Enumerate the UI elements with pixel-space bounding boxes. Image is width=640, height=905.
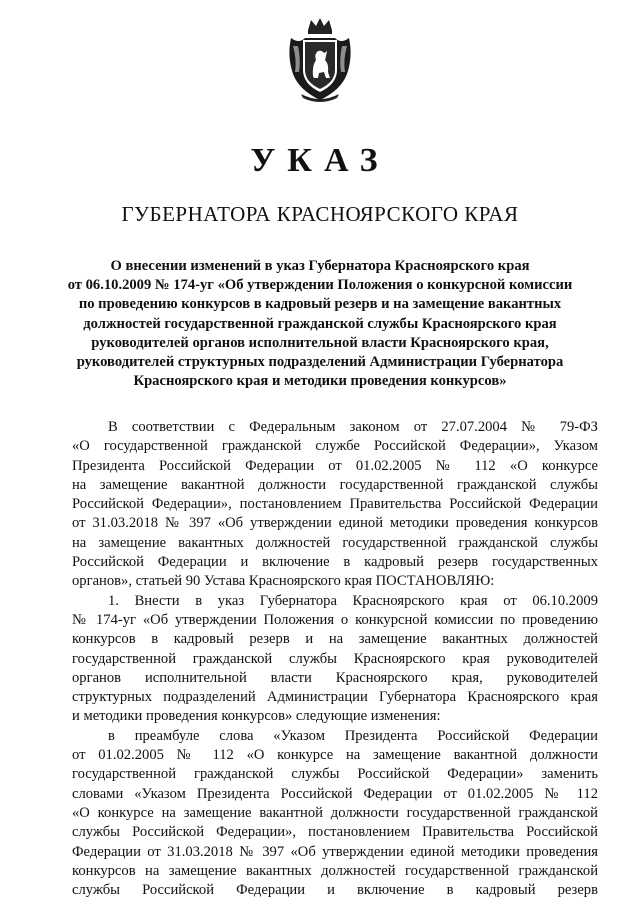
body-line: государственной гражданской службы Российской Федерации» заменить: [72, 766, 598, 783]
body-line: конкурсов в кадровый резерв и на замещение вакантных должностей: [72, 631, 598, 648]
body-line: Российской Федерации», постановлением Правительства Российской Федерации: [72, 496, 598, 513]
body-line: службы Российской Федерации и включение в кадровый резерв: [72, 882, 598, 899]
body-line: В соответствии с Федеральным законом от 27.07.2004 № 79-ФЗ: [108, 419, 598, 435]
body-line: «О государственной гражданской службе Российской Федерации», Указом: [72, 438, 598, 455]
body-line: Президента Российской Федерации от 01.02.2005 № 112 «О конкурсе: [72, 457, 598, 474]
body-line: конкурсов на замещение вакантных должностей государственной гражданской: [72, 862, 598, 879]
body-line: «О конкурсе на замещение вакантной должности государственной гражданской: [72, 804, 598, 821]
document-issuer: ГУБЕРНАТОРА КРАСНОЯРСКОГО КРАЯ: [121, 202, 519, 226]
body-line: 1. Внести в указ Губернатора Красноярского края от 06.10.2009: [108, 592, 598, 609]
body-line: от 31.03.2018 № 397 «Об утверждении единой методики проведения конкурсов: [72, 515, 598, 532]
body-line: в преамбуле слова «Указом Президента Российской Федерации: [108, 727, 598, 744]
coat-of-arms-emblem: [283, 16, 357, 104]
body-line: органов», статьей 90 Устава Красноярского края ПОСТАНОВЛЯЮ:: [72, 573, 495, 590]
body-line: органов исполнительной власти Красноярского края, руководителей: [72, 669, 598, 686]
heading-line: Красноярского края и методики проведения конкурсов»: [133, 373, 507, 390]
heading-line: руководителей структурных подразделений Администрации Губернатора: [76, 354, 564, 371]
body-line: службы Российской Федерации», постановлением Правительства Российской: [72, 824, 598, 841]
document-body: [72, 418, 598, 900]
body-line: словами «Указом Президента Российской Федерации от 01.02.2005 № 112: [72, 785, 598, 802]
heading-line: руководителей органов исполнительной власти Красноярского края,: [91, 334, 549, 351]
body-line: Федерации от 31.03.2018 № 397 «Об утверждении единой методики проведения: [72, 843, 598, 860]
body-line: на замещение вакантной должности государственной гражданской службы: [72, 476, 598, 493]
body-line: структурных подразделений Администрации Губернатора Красноярского края: [72, 689, 598, 706]
heading-line: от 06.10.2009 № 174-уг «Об утверждении Положения о конкурсной комиссии: [67, 277, 573, 294]
body-line: государственной гражданской службы Красноярского края руководителей: [72, 650, 598, 667]
heading-line: О внесении изменений в указ Губернатора Красноярского края: [110, 258, 530, 274]
body-line: № 174-уг «Об утверждении Положения о конкурсной комиссии по проведению: [72, 611, 598, 628]
body-line: Российской Федерации и включение в кадровый резерв государственных: [72, 554, 598, 571]
body-line: на замещение вакантных должностей государственной гражданской службы: [72, 534, 598, 551]
body-line: от 01.02.2005 № 112 «О конкурсе на замещение вакантной должности: [72, 747, 598, 764]
heading-line: должностей государственной гражданской службы Красноярского края: [83, 315, 557, 332]
document-heading: [60, 257, 580, 391]
body-line: и методики проведения конкурсов» следующие изменения:: [72, 708, 441, 725]
document-title: УКАЗ: [250, 142, 390, 179]
heading-line: по проведению конкурсов в кадровый резерв и на замещение вакантных: [78, 296, 562, 313]
